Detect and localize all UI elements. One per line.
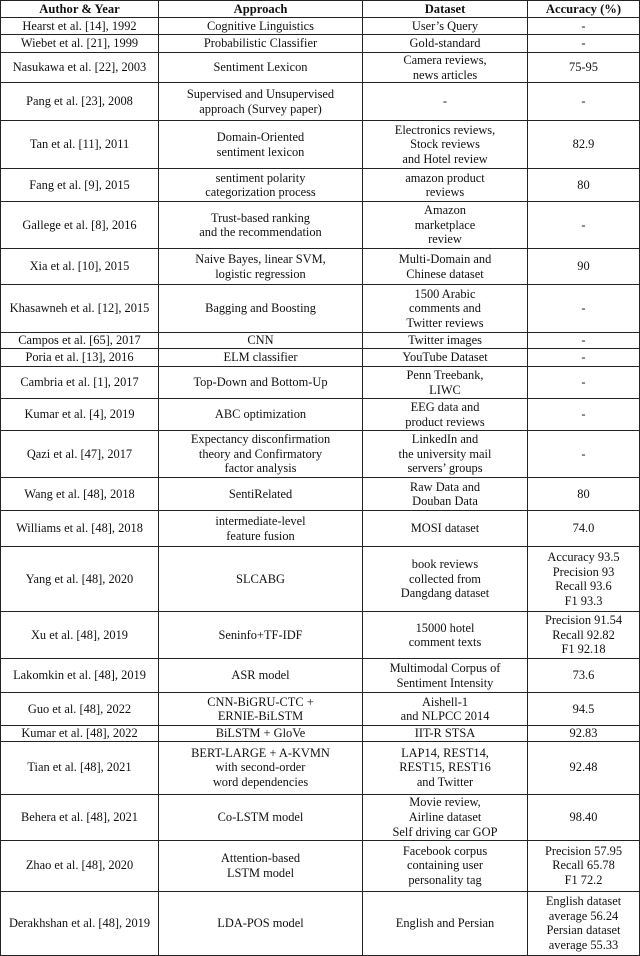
cell-approach: sentiment polarity categorization process bbox=[159, 169, 363, 202]
cell-approach: Bagging and Boosting bbox=[159, 285, 363, 333]
table-row bbox=[1, 249, 640, 285]
cell-author-year: Tan et al. [11], 2011 bbox=[1, 121, 159, 169]
cell-dataset: Twitter images bbox=[363, 333, 528, 349]
cell-dataset: LAP14, REST14, REST15, REST16 and Twitter bbox=[363, 741, 528, 794]
table-row bbox=[1, 121, 640, 169]
cell-author-year: Xu et al. [48], 2019 bbox=[1, 612, 159, 659]
cell-dataset: 1500 Arabic comments and Twitter reviews bbox=[363, 285, 528, 333]
cell-dataset: Gold-standard bbox=[363, 35, 528, 53]
cell-approach: ABC optimization bbox=[159, 399, 363, 431]
table-row bbox=[1, 659, 640, 693]
table-row bbox=[1, 547, 640, 612]
table-row bbox=[1, 35, 640, 53]
cell-author-year: Williams et al. [48], 2018 bbox=[1, 511, 159, 547]
cell-author-year: Wiebet et al. [21], 1999 bbox=[1, 35, 159, 53]
cell-author-year: Qazi et al. [47], 2017 bbox=[1, 431, 159, 478]
cell-dataset: Raw Data and Douban Data bbox=[363, 478, 528, 511]
cell-accuracy: - bbox=[528, 35, 640, 53]
cell-accuracy: 74.0 bbox=[528, 511, 640, 547]
cell-accuracy: Precision 91.54 Recall 92.82 F1 92.18 bbox=[528, 612, 640, 659]
cell-accuracy: - bbox=[528, 333, 640, 349]
cell-dataset: Camera reviews, news articles bbox=[363, 53, 528, 83]
cell-accuracy: - bbox=[528, 18, 640, 35]
cell-author-year: Poria et al. [13], 2016 bbox=[1, 349, 159, 367]
cell-approach: Supervised and Unsupervised approach (Survey paper) bbox=[159, 83, 363, 121]
table-row bbox=[1, 53, 640, 83]
cell-dataset: Multimodal Corpus of Sentiment Intensity bbox=[363, 659, 528, 693]
table-row bbox=[1, 891, 640, 955]
cell-dataset: Movie review, Airline dataset Self driving car GOP bbox=[363, 794, 528, 840]
cell-approach: CNN bbox=[159, 333, 363, 349]
cell-accuracy: English dataset average 56.24 Persian dataset average 55.33 bbox=[528, 891, 640, 955]
cell-approach: Sentiment Lexicon bbox=[159, 53, 363, 83]
cell-approach: SLCABG bbox=[159, 547, 363, 612]
cell-author-year: Zhao et al. [48], 2020 bbox=[1, 840, 159, 891]
cell-dataset: book reviews collected from Dangdang dataset bbox=[363, 547, 528, 612]
table-row bbox=[1, 399, 640, 431]
cell-author-year: Yang et al. [48], 2020 bbox=[1, 547, 159, 612]
cell-dataset: - bbox=[363, 83, 528, 121]
cell-accuracy: - bbox=[528, 285, 640, 333]
table-row bbox=[1, 840, 640, 891]
table-row bbox=[1, 511, 640, 547]
cell-accuracy: - bbox=[528, 399, 640, 431]
header-accuracy: Accuracy (%) bbox=[528, 1, 640, 18]
cell-approach: Naive Bayes, linear SVM, logistic regression bbox=[159, 249, 363, 285]
cell-accuracy: 80 bbox=[528, 478, 640, 511]
cell-author-year: Hearst et al. [14], 1992 bbox=[1, 18, 159, 35]
cell-approach: LDA-POS model bbox=[159, 891, 363, 955]
table-row bbox=[1, 726, 640, 742]
cell-dataset: EEG data and product reviews bbox=[363, 399, 528, 431]
cell-author-year: Khasawneh et al. [12], 2015 bbox=[1, 285, 159, 333]
cell-accuracy: 92.48 bbox=[528, 741, 640, 794]
cell-approach: BERT-LARGE + A-KVMN with second-order word dependencies bbox=[159, 741, 363, 794]
cell-approach: CNN-BiGRU-CTC + ERNIE-BiLSTM bbox=[159, 693, 363, 726]
cell-approach: Probabilistic Classifier bbox=[159, 35, 363, 53]
cell-accuracy: 98.40 bbox=[528, 794, 640, 840]
cell-dataset: LinkedIn and the university mail servers’ groups bbox=[363, 431, 528, 478]
cell-author-year: Behera et al. [48], 2021 bbox=[1, 794, 159, 840]
cell-approach: Co-LSTM model bbox=[159, 794, 363, 840]
cell-accuracy: 90 bbox=[528, 249, 640, 285]
cell-approach: Seninfo+TF-IDF bbox=[159, 612, 363, 659]
table-body bbox=[1, 18, 640, 956]
cell-author-year: Kumar et al. [4], 2019 bbox=[1, 399, 159, 431]
cell-accuracy: - bbox=[528, 431, 640, 478]
cell-approach: ASR model bbox=[159, 659, 363, 693]
cell-accuracy: 92.83 bbox=[528, 726, 640, 742]
cell-accuracy: - bbox=[528, 83, 640, 121]
table-row bbox=[1, 693, 640, 726]
header-approach: Approach bbox=[159, 1, 363, 18]
table-row bbox=[1, 431, 640, 478]
cell-accuracy: 73.6 bbox=[528, 659, 640, 693]
table-row bbox=[1, 333, 640, 349]
cell-author-year: Kumar et al. [48], 2022 bbox=[1, 726, 159, 742]
cell-approach: Attention-based LSTM model bbox=[159, 840, 363, 891]
cell-accuracy: - bbox=[528, 349, 640, 367]
table-row bbox=[1, 18, 640, 35]
cell-dataset: Penn Treebank, LIWC bbox=[363, 367, 528, 399]
cell-approach: ELM classifier bbox=[159, 349, 363, 367]
cell-accuracy: 75-95 bbox=[528, 53, 640, 83]
cell-author-year: Guo et al. [48], 2022 bbox=[1, 693, 159, 726]
cell-author-year: Derakhshan et al. [48], 2019 bbox=[1, 891, 159, 955]
cell-approach: Top-Down and Bottom-Up bbox=[159, 367, 363, 399]
cell-dataset: MOSI dataset bbox=[363, 511, 528, 547]
cell-approach: SentiRelated bbox=[159, 478, 363, 511]
cell-accuracy: Precision 57.95 Recall 65.78 F1 72.2 bbox=[528, 840, 640, 891]
table-row bbox=[1, 285, 640, 333]
header-dataset: Dataset bbox=[363, 1, 528, 18]
cell-author-year: Cambria et al. [1], 2017 bbox=[1, 367, 159, 399]
table-row bbox=[1, 741, 640, 794]
cell-author-year: Fang et al. [9], 2015 bbox=[1, 169, 159, 202]
cell-author-year: Nasukawa et al. [22], 2003 bbox=[1, 53, 159, 83]
header-author-year: Author & Year bbox=[1, 1, 159, 18]
cell-author-year: Lakomkin et al. [48], 2019 bbox=[1, 659, 159, 693]
cell-dataset: English and Persian bbox=[363, 891, 528, 955]
cell-accuracy: 82.9 bbox=[528, 121, 640, 169]
cell-approach: Domain-Oriented sentiment lexicon bbox=[159, 121, 363, 169]
cell-author-year: Campos et al. [65], 2017 bbox=[1, 333, 159, 349]
cell-author-year: Pang et al. [23], 2008 bbox=[1, 83, 159, 121]
cell-dataset: Amazon marketplace review bbox=[363, 202, 528, 249]
cell-accuracy: - bbox=[528, 202, 640, 249]
cell-accuracy: Accuracy 93.5 Precision 93 Recall 93.6 F1 93.3 bbox=[528, 547, 640, 612]
cell-dataset: 15000 hotel comment texts bbox=[363, 612, 528, 659]
table-row bbox=[1, 478, 640, 511]
table-row bbox=[1, 349, 640, 367]
cell-author-year: Tian et al. [48], 2021 bbox=[1, 741, 159, 794]
cell-approach: Cognitive Linguistics bbox=[159, 18, 363, 35]
cell-dataset: User’s Query bbox=[363, 18, 528, 35]
cell-approach: intermediate-level feature fusion bbox=[159, 511, 363, 547]
cell-accuracy: - bbox=[528, 367, 640, 399]
cell-approach: BiLSTM + GloVe bbox=[159, 726, 363, 742]
table-row bbox=[1, 367, 640, 399]
cell-dataset: Facebook corpus containing user personality tag bbox=[363, 840, 528, 891]
cell-accuracy: 94.5 bbox=[528, 693, 640, 726]
cell-author-year: Xia et al. [10], 2015 bbox=[1, 249, 159, 285]
cell-dataset: YouTube Dataset bbox=[363, 349, 528, 367]
cell-author-year: Wang et al. [48], 2018 bbox=[1, 478, 159, 511]
cell-approach: Trust-based ranking and the recommendation bbox=[159, 202, 363, 249]
cell-author-year: Gallege et al. [8], 2016 bbox=[1, 202, 159, 249]
table-row bbox=[1, 202, 640, 249]
cell-dataset: IIT-R STSA bbox=[363, 726, 528, 742]
table-row bbox=[1, 83, 640, 121]
table-row bbox=[1, 794, 640, 840]
table-row bbox=[1, 169, 640, 202]
cell-dataset: Aishell-1 and NLPCC 2014 bbox=[363, 693, 528, 726]
cell-accuracy: 80 bbox=[528, 169, 640, 202]
header-row bbox=[1, 1, 640, 18]
cell-dataset: Multi-Domain and Chinese dataset bbox=[363, 249, 528, 285]
cell-dataset: amazon product reviews bbox=[363, 169, 528, 202]
cell-approach: Expectancy disconfirmation theory and Confirmatory factor analysis bbox=[159, 431, 363, 478]
cell-dataset: Electronics reviews, Stock reviews and Hotel review bbox=[363, 121, 528, 169]
table-row bbox=[1, 612, 640, 659]
